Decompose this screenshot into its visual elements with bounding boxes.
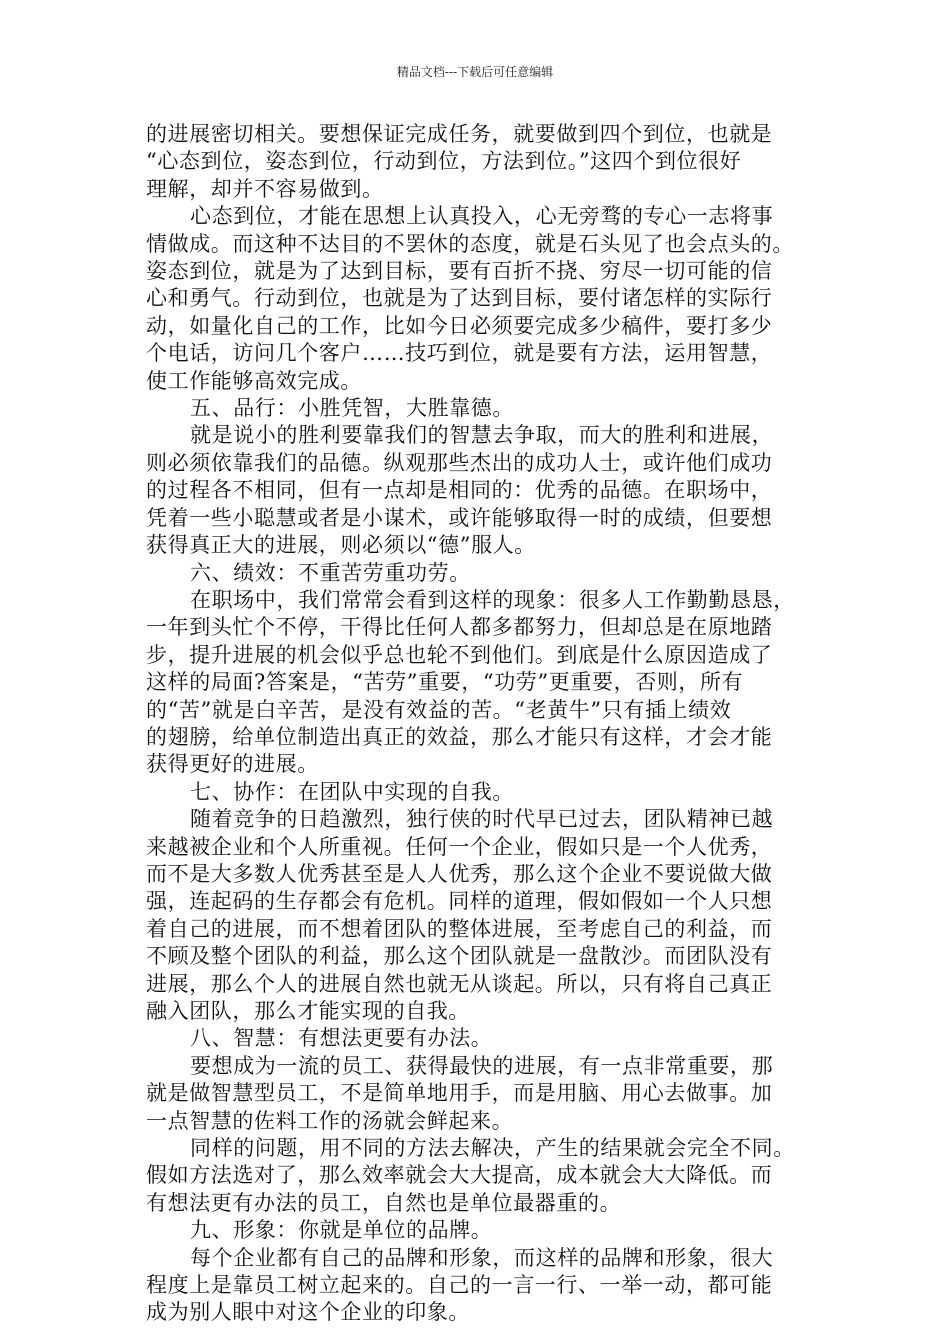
text-line: 进展，那么个人的进展自然也就无从谈起。所以，只有将自己真正 [146,971,773,996]
text-line: 就是说小的胜利要靠我们的智慧去争取，而大的胜利和进展， [190,423,774,448]
text-line: 个电话，访问几个客户……技巧到位，就是要有方法，运用智慧， [146,341,773,366]
text-line: 就是做智慧型员工，不是简单地用手，而是用脑、用心去做事。加 [146,1081,773,1106]
text-line: 这样的局面?答案是，“苦劳”重要，“功劳”更重要，否则，所有 [146,670,744,695]
text-line: 的翅膀，给单位制造出真正的效益，那么才能只有这样，才会才能 [146,724,773,749]
text-line: 成为别人眼中对这个企业的印象。 [146,1300,470,1325]
text-line: 一点智慧的佐料工作的汤就会鲜起来。 [146,1108,514,1133]
text-line: 五、品行：小胜凭智，大胜靠德。 [190,396,514,421]
text-line: 的过程各不相同，但有一点却是相同的：优秀的品德。在职场中， [146,478,773,503]
text-line: 随着竞争的日趋激烈，独行侠的时代早已过去，团队精神已越 [190,807,774,832]
text-line: 强，连起码的生存都会有危机。同样的道理，假如假如一个人只想 [146,889,773,914]
text-line: 假如方法选对了，那么效率就会大大提高，成本就会大大降低。而 [146,1163,773,1188]
text-line: 而不是大多数人优秀甚至是人人优秀，那么这个企业不要说做大做 [146,861,773,886]
text-line: 要想成为一流的员工、获得最快的进展，有一点非常重要，那 [190,1053,774,1078]
text-line: 六、绩效：不重苦劳重功劳。 [190,560,471,585]
text-line: 一年到头忙个不停，干得比任何人都多都努力，但却总是在原地踏 [146,615,773,640]
text-line: 心态到位，才能在思想上认真投入，心无旁骛的专心一志将事 [190,204,774,229]
text-line: 情做成。而这种不达目的不罢休的态度，就是石头见了也会点头的。 [146,231,794,256]
page-header: 精品文档---下载后可任意编辑 [396,65,554,79]
text-line: 每个企业都有自己的品牌和形象，而这样的品牌和形象，很大 [190,1245,774,1270]
text-line: 在职场中，我们常常会看到这样的现象：很多人工作勤勤恳恳， [190,587,795,612]
text-line: 的进展密切相关。要想保证完成任务，就要做到四个到位，也就是 [146,122,773,146]
text-line: 八、智慧：有想法更要有办法。 [190,1026,493,1051]
text-line: 七、协作：在团队中实现的自我。 [190,779,514,804]
text-line: 理解，却并不容易做到。 [146,176,384,201]
text-line: 步，提升进展的机会似乎总也轮不到他们。到底是什么原因造成了 [146,642,773,667]
text-line: 动，如量化自己的工作，比如今日必须要完成多少稿件，要打多少 [146,313,773,338]
text-line: 获得真正大的进展，则必须以“德”服人。 [146,533,536,558]
text-line: 同样的问题，用不同的方法去解决，产生的结果就会完全不同。 [190,1136,795,1161]
text-line: 心和勇气。行动到位，也就是为了达到目标，要付诸怎样的实际行 [146,286,773,311]
text-line: 凭着一些小聪慧或者是小谋术，或许能够取得一时的成绩，但要想 [146,505,773,530]
text-line: 着自己的进展，而不想着团队的整体进展，至考虑自己的利益，而 [146,916,773,941]
text-line: 九、形象：你就是单位的品牌。 [190,1218,493,1243]
text-line: 则必须依靠我们的品德。纵观那些杰出的成功人士，或许他们成功 [146,450,773,475]
text-line: 程度上是靠员工树立起来的。自己的一言一行、一举一动，都可能 [146,1273,773,1298]
text-line: 姿态到位，就是为了达到目标，要有百折不挠、穷尽一切可能的信 [146,259,773,284]
document-body [146,121,814,1327]
text-line: 有想法更有办法的员工，自然也是单位最器重的。 [146,1190,622,1215]
text-line: 使工作能够高效完成。 [146,368,362,393]
text-line: 不顾及整个团队的利益，那么这个团队就是一盘散沙。而团队没有 [146,944,773,969]
text-line: 的“苦”就是白辛苦，是没有效益的苦。“老黄牛”只有插上绩效 [146,697,732,722]
text-line: 融入团队，那么才能实现的自我。 [146,999,470,1023]
text-line: 获得更好的进展。 [146,752,319,777]
text-line: “心态到位，姿态到位，行动到位，方法到位。”这四个到位很好 [146,149,742,174]
text-line: 来越被企业和个人所重视。任何一个企业，假如只是一个人优秀， [146,834,773,859]
